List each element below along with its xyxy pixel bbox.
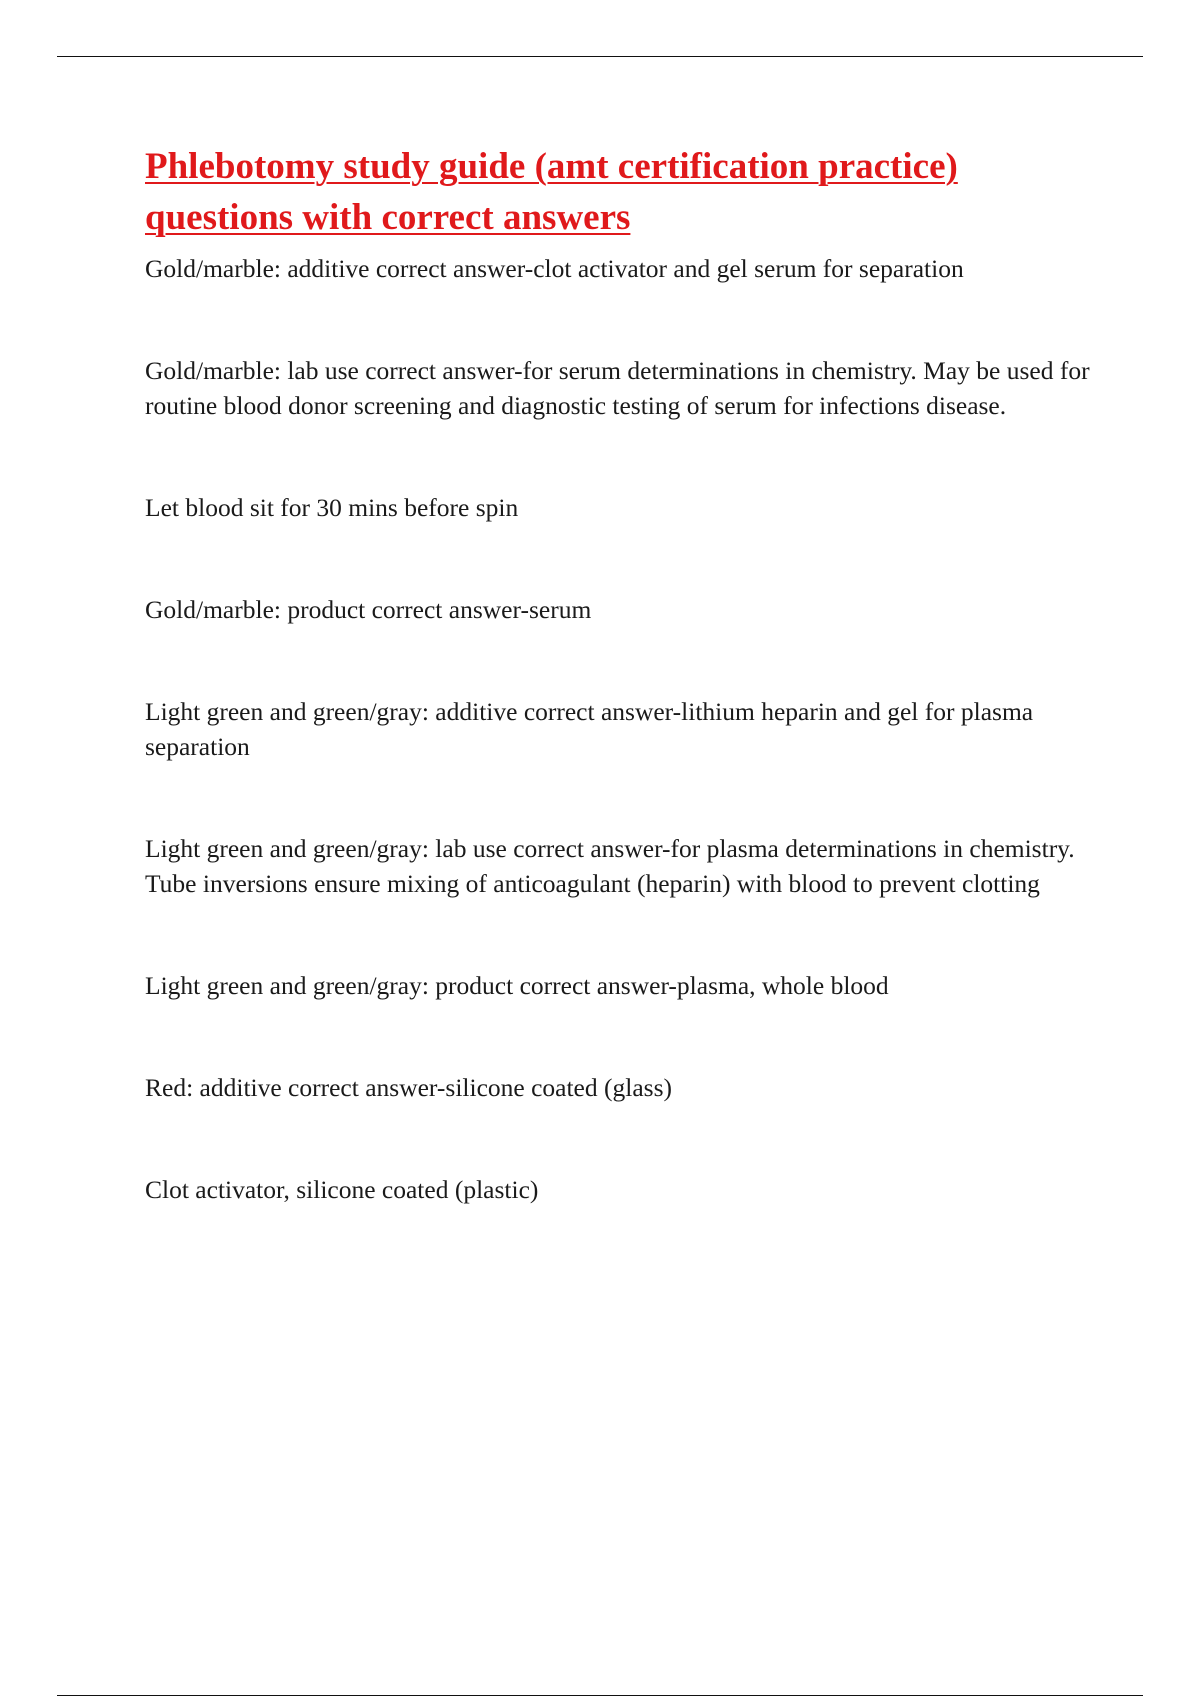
document-content xyxy=(145,141,1095,1207)
header-rule xyxy=(57,56,1143,57)
entry-let-blood-sit: Let blood sit for 30 mins before spin xyxy=(145,493,519,522)
entry-light-green-product: Light green and green/gray: product correct answer-plasma, whole blood xyxy=(145,971,889,1000)
entry-gold-marble-product: Gold/marble: product correct answer-serum xyxy=(145,595,592,624)
footer-rule xyxy=(57,1695,1143,1696)
entry-light-green-lab-use: Light green and green/gray: lab use correct answer-for plasma determinations in chemistry. Tube inversions ensure mixing of anticoagulant (heparin) with blood to prevent clotting xyxy=(145,834,1075,898)
entry-gold-marble-additive: Gold/marble: additive correct answer-clot activator and gel serum for separation xyxy=(145,254,964,283)
entry-gold-marble-lab-use: Gold/marble: lab use correct answer-for serum determinations in chemistry. May be used for routine blood donor screening and diagnostic testing of serum for infections disease. xyxy=(145,356,1090,420)
entry-light-green-additive: Light green and green/gray: additive correct answer-lithium heparin and gel for plasma separation xyxy=(145,697,1034,761)
entry-red-additive: Red: additive correct answer-silicone coated (glass) xyxy=(145,1073,672,1102)
document-title: Phlebotomy study guide (amt certification practice) questions with correct answers xyxy=(145,146,958,238)
entry-clot-activator: Clot activator, silicone coated (plastic) xyxy=(145,1175,539,1204)
entry-list xyxy=(145,251,1095,1207)
